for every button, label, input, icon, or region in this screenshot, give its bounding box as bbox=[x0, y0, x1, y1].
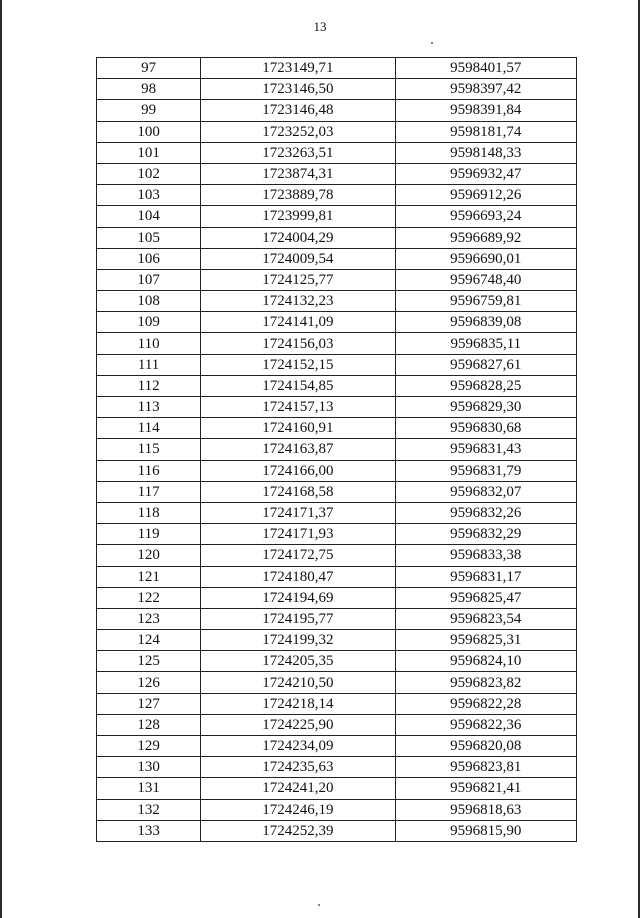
table-row bbox=[97, 227, 577, 248]
point-number-cell: 118 bbox=[97, 502, 201, 523]
table-row bbox=[97, 693, 577, 714]
table-row bbox=[97, 439, 577, 460]
x-coordinate-cell: 1723149,71 bbox=[201, 58, 395, 79]
table-row bbox=[97, 333, 577, 354]
y-coordinate-cell: 9596827,61 bbox=[395, 354, 576, 375]
table-row bbox=[97, 799, 577, 820]
x-coordinate-cell: 1723252,03 bbox=[201, 121, 395, 142]
table-row bbox=[97, 291, 577, 312]
x-coordinate-cell: 1724235,63 bbox=[201, 757, 395, 778]
x-coordinate-cell: 1724194,69 bbox=[201, 587, 395, 608]
y-coordinate-cell: 9596829,30 bbox=[395, 397, 576, 418]
table-row bbox=[97, 651, 577, 672]
point-number-cell: 122 bbox=[97, 587, 201, 608]
table-row bbox=[97, 354, 577, 375]
y-coordinate-cell: 9596818,63 bbox=[395, 799, 576, 820]
point-number-cell: 98 bbox=[97, 79, 201, 100]
point-number-cell: 125 bbox=[97, 651, 201, 672]
y-coordinate-cell: 9596828,25 bbox=[395, 375, 576, 396]
y-coordinate-cell: 9596825,31 bbox=[395, 630, 576, 651]
point-number-cell: 131 bbox=[97, 778, 201, 799]
x-coordinate-cell: 1724125,77 bbox=[201, 269, 395, 290]
x-coordinate-cell: 1724246,19 bbox=[201, 799, 395, 820]
x-coordinate-cell: 1724171,93 bbox=[201, 524, 395, 545]
scan-edge-left bbox=[0, 0, 2, 918]
x-coordinate-cell: 1724241,20 bbox=[201, 778, 395, 799]
y-coordinate-cell: 9596815,90 bbox=[395, 820, 576, 841]
x-coordinate-cell: 1724152,15 bbox=[201, 354, 395, 375]
x-coordinate-cell: 1724195,77 bbox=[201, 608, 395, 629]
point-number-cell: 120 bbox=[97, 545, 201, 566]
table-row bbox=[97, 58, 577, 79]
point-number-cell: 107 bbox=[97, 269, 201, 290]
x-coordinate-cell: 1723146,48 bbox=[201, 100, 395, 121]
y-coordinate-cell: 9596759,81 bbox=[395, 291, 576, 312]
x-coordinate-cell: 1723999,81 bbox=[201, 206, 395, 227]
table-row bbox=[97, 502, 577, 523]
point-number-cell: 110 bbox=[97, 333, 201, 354]
point-number-cell: 121 bbox=[97, 566, 201, 587]
point-number-cell: 130 bbox=[97, 757, 201, 778]
point-number-cell: 115 bbox=[97, 439, 201, 460]
point-number-cell: 133 bbox=[97, 820, 201, 841]
x-coordinate-cell: 1723874,31 bbox=[201, 163, 395, 184]
x-coordinate-cell: 1724168,58 bbox=[201, 481, 395, 502]
table-row bbox=[97, 312, 577, 333]
point-number-cell: 112 bbox=[97, 375, 201, 396]
y-coordinate-cell: 9596822,36 bbox=[395, 714, 576, 735]
point-number-cell: 119 bbox=[97, 524, 201, 545]
table-row bbox=[97, 100, 577, 121]
point-number-cell: 106 bbox=[97, 248, 201, 269]
scan-speck bbox=[318, 904, 320, 906]
table-row bbox=[97, 418, 577, 439]
y-coordinate-cell: 9596823,82 bbox=[395, 672, 576, 693]
x-coordinate-cell: 1723889,78 bbox=[201, 185, 395, 206]
table-row bbox=[97, 185, 577, 206]
y-coordinate-cell: 9596693,24 bbox=[395, 206, 576, 227]
x-coordinate-cell: 1724156,03 bbox=[201, 333, 395, 354]
x-coordinate-cell: 1724157,13 bbox=[201, 397, 395, 418]
table-row bbox=[97, 269, 577, 290]
point-number-cell: 113 bbox=[97, 397, 201, 418]
x-coordinate-cell: 1723263,51 bbox=[201, 142, 395, 163]
table-row bbox=[97, 481, 577, 502]
scan-speck bbox=[431, 42, 433, 44]
y-coordinate-cell: 9598181,74 bbox=[395, 121, 576, 142]
table-row bbox=[97, 672, 577, 693]
y-coordinate-cell: 9596820,08 bbox=[395, 736, 576, 757]
x-coordinate-cell: 1724154,85 bbox=[201, 375, 395, 396]
y-coordinate-cell: 9596833,38 bbox=[395, 545, 576, 566]
table-row bbox=[97, 142, 577, 163]
point-number-cell: 104 bbox=[97, 206, 201, 227]
x-coordinate-cell: 1724218,14 bbox=[201, 693, 395, 714]
y-coordinate-cell: 9596689,92 bbox=[395, 227, 576, 248]
table-row bbox=[97, 714, 577, 735]
point-number-cell: 102 bbox=[97, 163, 201, 184]
y-coordinate-cell: 9596832,26 bbox=[395, 502, 576, 523]
table-row bbox=[97, 121, 577, 142]
y-coordinate-cell: 9596832,29 bbox=[395, 524, 576, 545]
table-row bbox=[97, 587, 577, 608]
table-row bbox=[97, 778, 577, 799]
point-number-cell: 109 bbox=[97, 312, 201, 333]
page-number: 13 bbox=[313, 19, 327, 34]
y-coordinate-cell: 9598397,42 bbox=[395, 79, 576, 100]
y-coordinate-cell: 9596825,47 bbox=[395, 587, 576, 608]
y-coordinate-cell: 9596839,08 bbox=[395, 312, 576, 333]
point-number-cell: 117 bbox=[97, 481, 201, 502]
x-coordinate-cell: 1724132,23 bbox=[201, 291, 395, 312]
y-coordinate-cell: 9596832,07 bbox=[395, 481, 576, 502]
point-number-cell: 126 bbox=[97, 672, 201, 693]
point-number-cell: 128 bbox=[97, 714, 201, 735]
x-coordinate-cell: 1723146,50 bbox=[201, 79, 395, 100]
y-coordinate-cell: 9596748,40 bbox=[395, 269, 576, 290]
x-coordinate-cell: 1724205,35 bbox=[201, 651, 395, 672]
table-row bbox=[97, 248, 577, 269]
table-row bbox=[97, 397, 577, 418]
y-coordinate-cell: 9598391,84 bbox=[395, 100, 576, 121]
point-number-cell: 105 bbox=[97, 227, 201, 248]
y-coordinate-cell: 9596830,68 bbox=[395, 418, 576, 439]
point-number-cell: 116 bbox=[97, 460, 201, 481]
y-coordinate-cell: 9596690,01 bbox=[395, 248, 576, 269]
table-row bbox=[97, 757, 577, 778]
point-number-cell: 129 bbox=[97, 736, 201, 757]
y-coordinate-cell: 9596835,11 bbox=[395, 333, 576, 354]
x-coordinate-cell: 1724210,50 bbox=[201, 672, 395, 693]
x-coordinate-cell: 1724163,87 bbox=[201, 439, 395, 460]
point-number-cell: 100 bbox=[97, 121, 201, 142]
x-coordinate-cell: 1724172,75 bbox=[201, 545, 395, 566]
x-coordinate-cell: 1724004,29 bbox=[201, 227, 395, 248]
y-coordinate-cell: 9596831,43 bbox=[395, 439, 576, 460]
point-number-cell: 108 bbox=[97, 291, 201, 312]
table-row bbox=[97, 820, 577, 841]
x-coordinate-cell: 1724141,09 bbox=[201, 312, 395, 333]
y-coordinate-cell: 9596824,10 bbox=[395, 651, 576, 672]
y-coordinate-cell: 9598148,33 bbox=[395, 142, 576, 163]
point-number-cell: 132 bbox=[97, 799, 201, 820]
point-number-cell: 99 bbox=[97, 100, 201, 121]
y-coordinate-cell: 9596912,26 bbox=[395, 185, 576, 206]
coordinates-table bbox=[96, 57, 577, 842]
x-coordinate-cell: 1724199,32 bbox=[201, 630, 395, 651]
x-coordinate-cell: 1724009,54 bbox=[201, 248, 395, 269]
point-number-cell: 114 bbox=[97, 418, 201, 439]
table-row bbox=[97, 206, 577, 227]
x-coordinate-cell: 1724166,00 bbox=[201, 460, 395, 481]
point-number-cell: 127 bbox=[97, 693, 201, 714]
point-number-cell: 103 bbox=[97, 185, 201, 206]
x-coordinate-cell: 1724234,09 bbox=[201, 736, 395, 757]
table-row bbox=[97, 163, 577, 184]
x-coordinate-cell: 1724160,91 bbox=[201, 418, 395, 439]
point-number-cell: 124 bbox=[97, 630, 201, 651]
table-row bbox=[97, 545, 577, 566]
y-coordinate-cell: 9596821,41 bbox=[395, 778, 576, 799]
table-row bbox=[97, 566, 577, 587]
point-number-cell: 111 bbox=[97, 354, 201, 375]
x-coordinate-cell: 1724225,90 bbox=[201, 714, 395, 735]
y-coordinate-cell: 9596823,54 bbox=[395, 608, 576, 629]
table-row bbox=[97, 460, 577, 481]
y-coordinate-cell: 9598401,57 bbox=[395, 58, 576, 79]
table-row bbox=[97, 736, 577, 757]
point-number-cell: 101 bbox=[97, 142, 201, 163]
y-coordinate-cell: 9596823,81 bbox=[395, 757, 576, 778]
point-number-cell: 123 bbox=[97, 608, 201, 629]
table-row bbox=[97, 608, 577, 629]
x-coordinate-cell: 1724252,39 bbox=[201, 820, 395, 841]
table-row bbox=[97, 524, 577, 545]
point-number-cell: 97 bbox=[97, 58, 201, 79]
y-coordinate-cell: 9596831,79 bbox=[395, 460, 576, 481]
coordinates-table-body bbox=[97, 58, 577, 842]
x-coordinate-cell: 1724180,47 bbox=[201, 566, 395, 587]
x-coordinate-cell: 1724171,37 bbox=[201, 502, 395, 523]
table-row bbox=[97, 375, 577, 396]
y-coordinate-cell: 9596822,28 bbox=[395, 693, 576, 714]
y-coordinate-cell: 9596932,47 bbox=[395, 163, 576, 184]
y-coordinate-cell: 9596831,17 bbox=[395, 566, 576, 587]
table-row bbox=[97, 630, 577, 651]
table-row bbox=[97, 79, 577, 100]
